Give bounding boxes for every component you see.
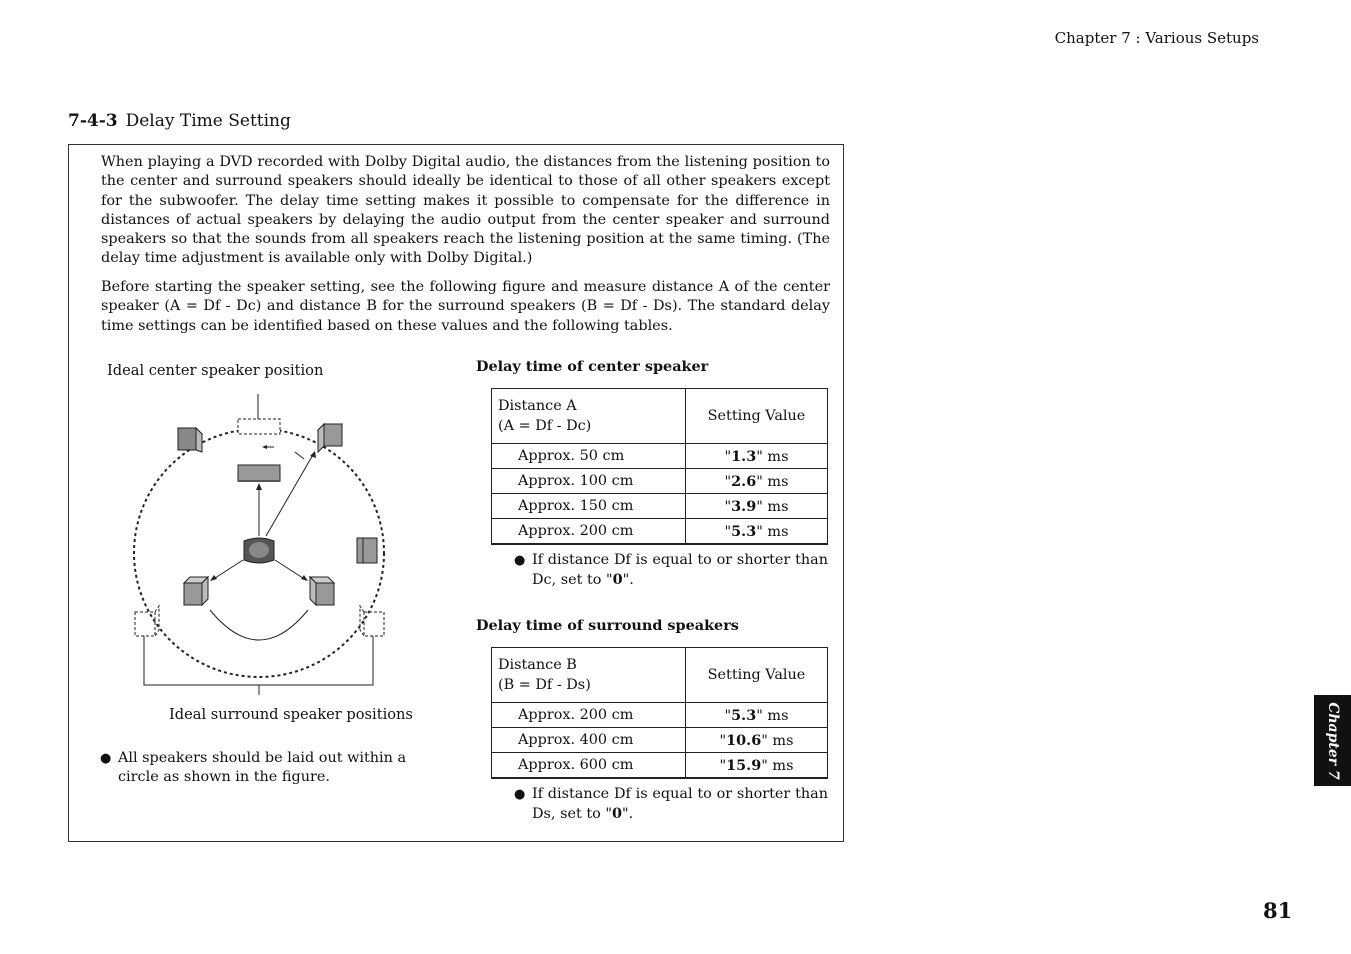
section-heading bbox=[68, 111, 291, 131]
figure-note bbox=[100, 749, 433, 787]
arrow-to-center bbox=[256, 483, 262, 490]
bullet-icon: ● bbox=[514, 787, 526, 802]
column-header-setting: Setting Value bbox=[686, 389, 828, 444]
column-header-distance: Distance B (B = Df - Ds) bbox=[492, 648, 686, 703]
arrow-to-front-right bbox=[310, 451, 316, 458]
chapter-tab-label: Chapter 7 bbox=[1324, 701, 1341, 780]
running-header: Chapter 7 : Various Setups bbox=[1054, 29, 1259, 47]
section-number: 7-4-3 bbox=[68, 111, 118, 131]
table-header-row bbox=[492, 648, 828, 703]
section-title: Delay Time Setting bbox=[125, 111, 291, 131]
table-row: Approx. 100 cm "2.6" ms bbox=[492, 469, 828, 494]
figure-note-text: All speakers should be laid out within a circle as shown in the figure. bbox=[118, 750, 407, 785]
arrow-to-rear-left bbox=[210, 575, 217, 581]
rear-left-speaker bbox=[184, 577, 208, 605]
center-delay-table bbox=[491, 388, 828, 545]
table-row: Approx. 50 cm "1.3" ms bbox=[492, 444, 828, 469]
table-header-row bbox=[492, 389, 828, 444]
offset-tick bbox=[295, 452, 304, 459]
ideal-surround-right bbox=[360, 606, 384, 636]
rear-right-speaker bbox=[310, 577, 334, 605]
table-row: Approx. 150 cm "3.9" ms bbox=[492, 494, 828, 519]
center-table-title: Delay time of center speaker bbox=[476, 358, 709, 375]
line-to-rear-left bbox=[212, 560, 243, 580]
side-speaker bbox=[357, 538, 377, 563]
surround-table-note: ● If distance Df is equal to or shorter than Ds, set to "0". bbox=[514, 786, 828, 822]
offset-arrowhead bbox=[262, 445, 267, 449]
surround-delay-table bbox=[491, 647, 828, 779]
figure-top-label: Ideal center speaker position bbox=[107, 362, 324, 379]
surround-bracket bbox=[144, 636, 373, 685]
bullet-icon: ● bbox=[514, 553, 526, 568]
table-row: Approx. 200 cm "5.3" ms bbox=[492, 519, 828, 545]
arrow-to-rear-right bbox=[301, 575, 308, 581]
surround-table-title: Delay time of surround speakers bbox=[476, 617, 739, 634]
listener-chair bbox=[244, 538, 274, 563]
bullet-icon: ● bbox=[100, 751, 112, 766]
intro-paragraph-1: When playing a DVD recorded with Dolby Digital audio, the distances from the listening position to the center and surround speakers should ideally be identical to those of all other speakers except for the subwoofer. The delay time setting makes it possible to compensate for the difference in distances of actual speakers by delaying the audio output from the center speaker and surround speakers so that the sounds from all speakers reach the listening position at the same timing. (The delay time adjustment is available only with Dolby Digital.) bbox=[101, 154, 830, 267]
column-header-setting: Setting Value bbox=[686, 648, 828, 703]
center-table-note: ● If distance Df is equal to or shorter than Dc, set to "0". bbox=[514, 552, 828, 588]
column-header-distance: Distance A (A = Df - Dc) bbox=[492, 389, 686, 444]
speaker-layout-diagram bbox=[125, 390, 395, 695]
figure-bottom-label: Ideal surround speaker positions bbox=[169, 706, 413, 723]
table-row: Approx. 600 cm "15.9" ms bbox=[492, 753, 828, 779]
chapter-tab bbox=[1314, 695, 1351, 786]
table-row: Approx. 400 cm "10.6" ms bbox=[492, 728, 828, 753]
front-right-speaker bbox=[318, 424, 342, 452]
intro-paragraph-2: Before starting the speaker setting, see the following figure and measure distance A of the center speaker (A = Df - Dc) and distance B for the surround speakers (B = Df - Ds). The standard delay time settings can be identified based on these values and the following tables. bbox=[101, 279, 830, 334]
page-number: 81 bbox=[1263, 898, 1293, 923]
center-speaker bbox=[238, 465, 280, 481]
rear-arc bbox=[210, 610, 308, 640]
table-row: Approx. 200 cm "5.3" ms bbox=[492, 703, 828, 728]
front-left-speaker bbox=[178, 428, 202, 452]
ideal-center-position bbox=[238, 419, 280, 434]
line-to-rear-right bbox=[275, 560, 306, 580]
